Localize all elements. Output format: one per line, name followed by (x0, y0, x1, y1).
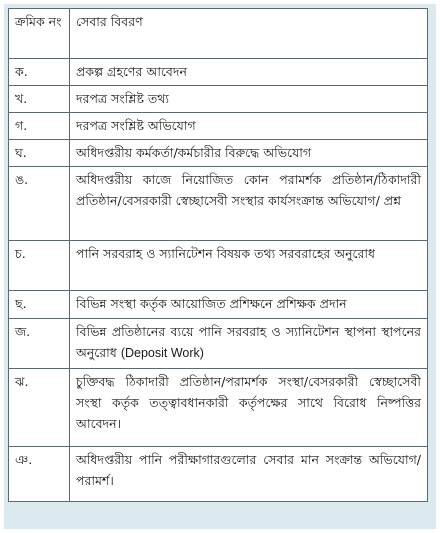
deposit-work-label: (Deposit Work) (120, 346, 204, 360)
row-serial: জ. (9, 319, 70, 369)
services-table (8, 8, 428, 502)
row-description: পানি সরবরাহ ও স্যানিটেশন বিষয়ক তথ্য সরবরাহের অনুরোধ (70, 241, 428, 291)
row-serial: ঞ. (9, 447, 70, 502)
row-description-text: বিভিন্ন প্রতিষ্ঠানের ব্যয়ে পানি সরবরাহ ও স্যানিটেশন স্থাপনা স্থাপনের অনুরোধ (76, 324, 421, 360)
table-row (9, 447, 428, 502)
table-row (9, 86, 428, 113)
row-serial: খ. (9, 86, 70, 113)
table-row (9, 167, 428, 241)
row-description: দরপত্র সংশ্লিষ্ট অভিযোগ (70, 113, 428, 140)
header-serial: ক্রমিক নং (9, 9, 70, 59)
row-serial: ঙ. (9, 167, 70, 241)
row-serial: ছ. (9, 291, 70, 319)
table-row (9, 369, 428, 447)
table-row (9, 291, 428, 319)
row-serial: ক. (9, 59, 70, 86)
row-description: বিভিন্ন সংস্থা কর্তৃক আয়োজিত প্রশিক্ষনে প্রশিক্ষক প্রদান (70, 291, 428, 319)
table-row (9, 319, 428, 369)
row-description (70, 319, 428, 369)
row-serial: গ. (9, 113, 70, 140)
table-frame (4, 4, 436, 529)
row-serial: চ. (9, 241, 70, 291)
table-header-row (9, 9, 428, 59)
row-serial: ঘ. (9, 140, 70, 167)
row-description: প্রকল্প গ্রহণের আবেদন (70, 59, 428, 86)
row-description: অধিদপ্তরীয় পানি পরীক্ষাগারগুলোর সেবার মান সংক্রান্ত অভিযোগ/পরামর্শ। (70, 447, 428, 502)
table-row (9, 140, 428, 167)
row-description: অধিদপ্তরীয় কর্মকর্তা/কর্মচারীর বিরুদ্ধে অভিযোগ (70, 140, 428, 167)
table-row (9, 113, 428, 140)
table-row (9, 59, 428, 86)
row-description: দরপত্র সংশ্লিষ্ট তথ্য (70, 86, 428, 113)
row-serial: ঝ. (9, 369, 70, 447)
table-row (9, 241, 428, 291)
row-description: অধিদপ্তরীয় কাজে নিয়োজিত কোন পরামর্শক প্রতিষ্ঠান/ঠিকাদারী প্রতিষ্ঠান/বেসরকারী স্বেচ্ছাসেবী সংস্থার কার্যসংক্রান্ত অভিযোগ/ প্রশ্ন (70, 167, 428, 241)
header-description: সেবার বিবরণ (70, 9, 428, 59)
row-description: চুক্তিবদ্ধ ঠিকাদারী প্রতিষ্ঠান/পরামর্শক সংস্থা/বেসরকারী স্বেচ্ছাসেবী সংস্থা কর্তৃক তত্ত্বাবধানকারী কর্তৃপক্ষের সাথে বিরোধ নিষ্পত্তির আবেদন। (70, 369, 428, 447)
